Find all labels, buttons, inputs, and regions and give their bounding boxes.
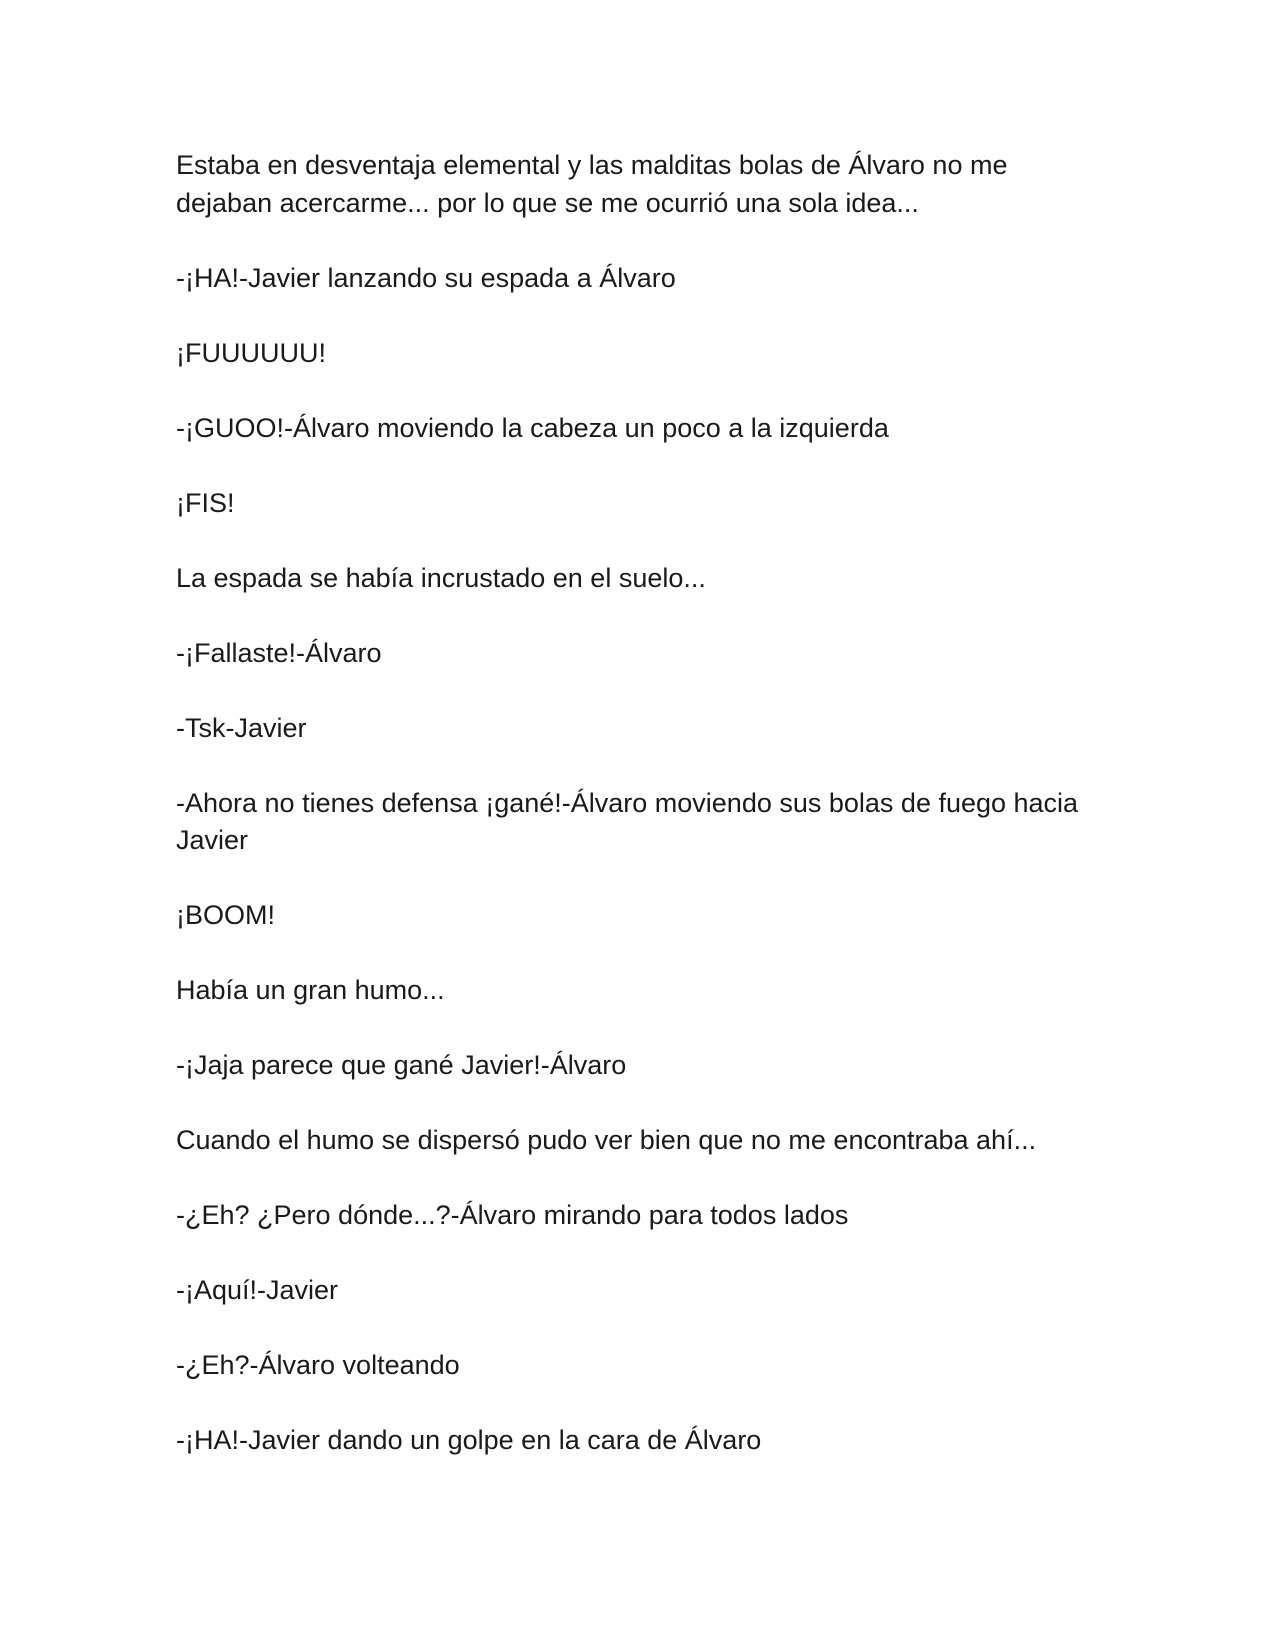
paragraph: -Tsk-Javier — [176, 712, 307, 743]
paragraph: La espada se había incrustado en el suelo... — [176, 562, 706, 593]
paragraph: ¡BOOM! — [176, 900, 275, 930]
document-body — [176, 147, 1096, 1497]
paragraph: Había un gran humo... — [176, 975, 445, 1005]
paragraph: -¿Eh?-Álvaro volteando — [176, 1350, 460, 1380]
paragraph: -¡Jaja parece que gané Javier!-Álvaro — [176, 1050, 627, 1080]
paragraph: -¡Fallaste!-Álvaro — [176, 637, 382, 668]
paragraph: -¡Aquí!-Javier — [176, 1275, 339, 1305]
paragraph: Cuando el humo se dispersó pudo ver bien que no me encontraba ahí... — [176, 1125, 1037, 1155]
paragraph: Estaba en desventaja elemental y las malditas bolas de Álvaro no me dejaban acercarme... por lo que se me ocurrió una sola idea... — [176, 150, 1008, 218]
paragraph: -¡HA!-Javier lanzando su espada a Álvaro — [176, 262, 676, 293]
paragraph: -Ahora no tienes defensa ¡gané!-Álvaro moviendo sus bolas de fuego hacia Javier — [176, 787, 1079, 855]
paragraph: -¡HA!-Javier dando un golpe en la cara de Álvaro — [176, 1425, 762, 1455]
paragraph: ¡FIS! — [176, 487, 235, 518]
paragraph: ¡FUUUUUU! — [176, 337, 326, 368]
paragraph: -¿Eh? ¿Pero dónde...?-Álvaro mirando para todos lados — [176, 1200, 849, 1230]
paragraph: -¡GUOO!-Álvaro moviendo la cabeza un poco a la izquierda — [176, 412, 889, 443]
